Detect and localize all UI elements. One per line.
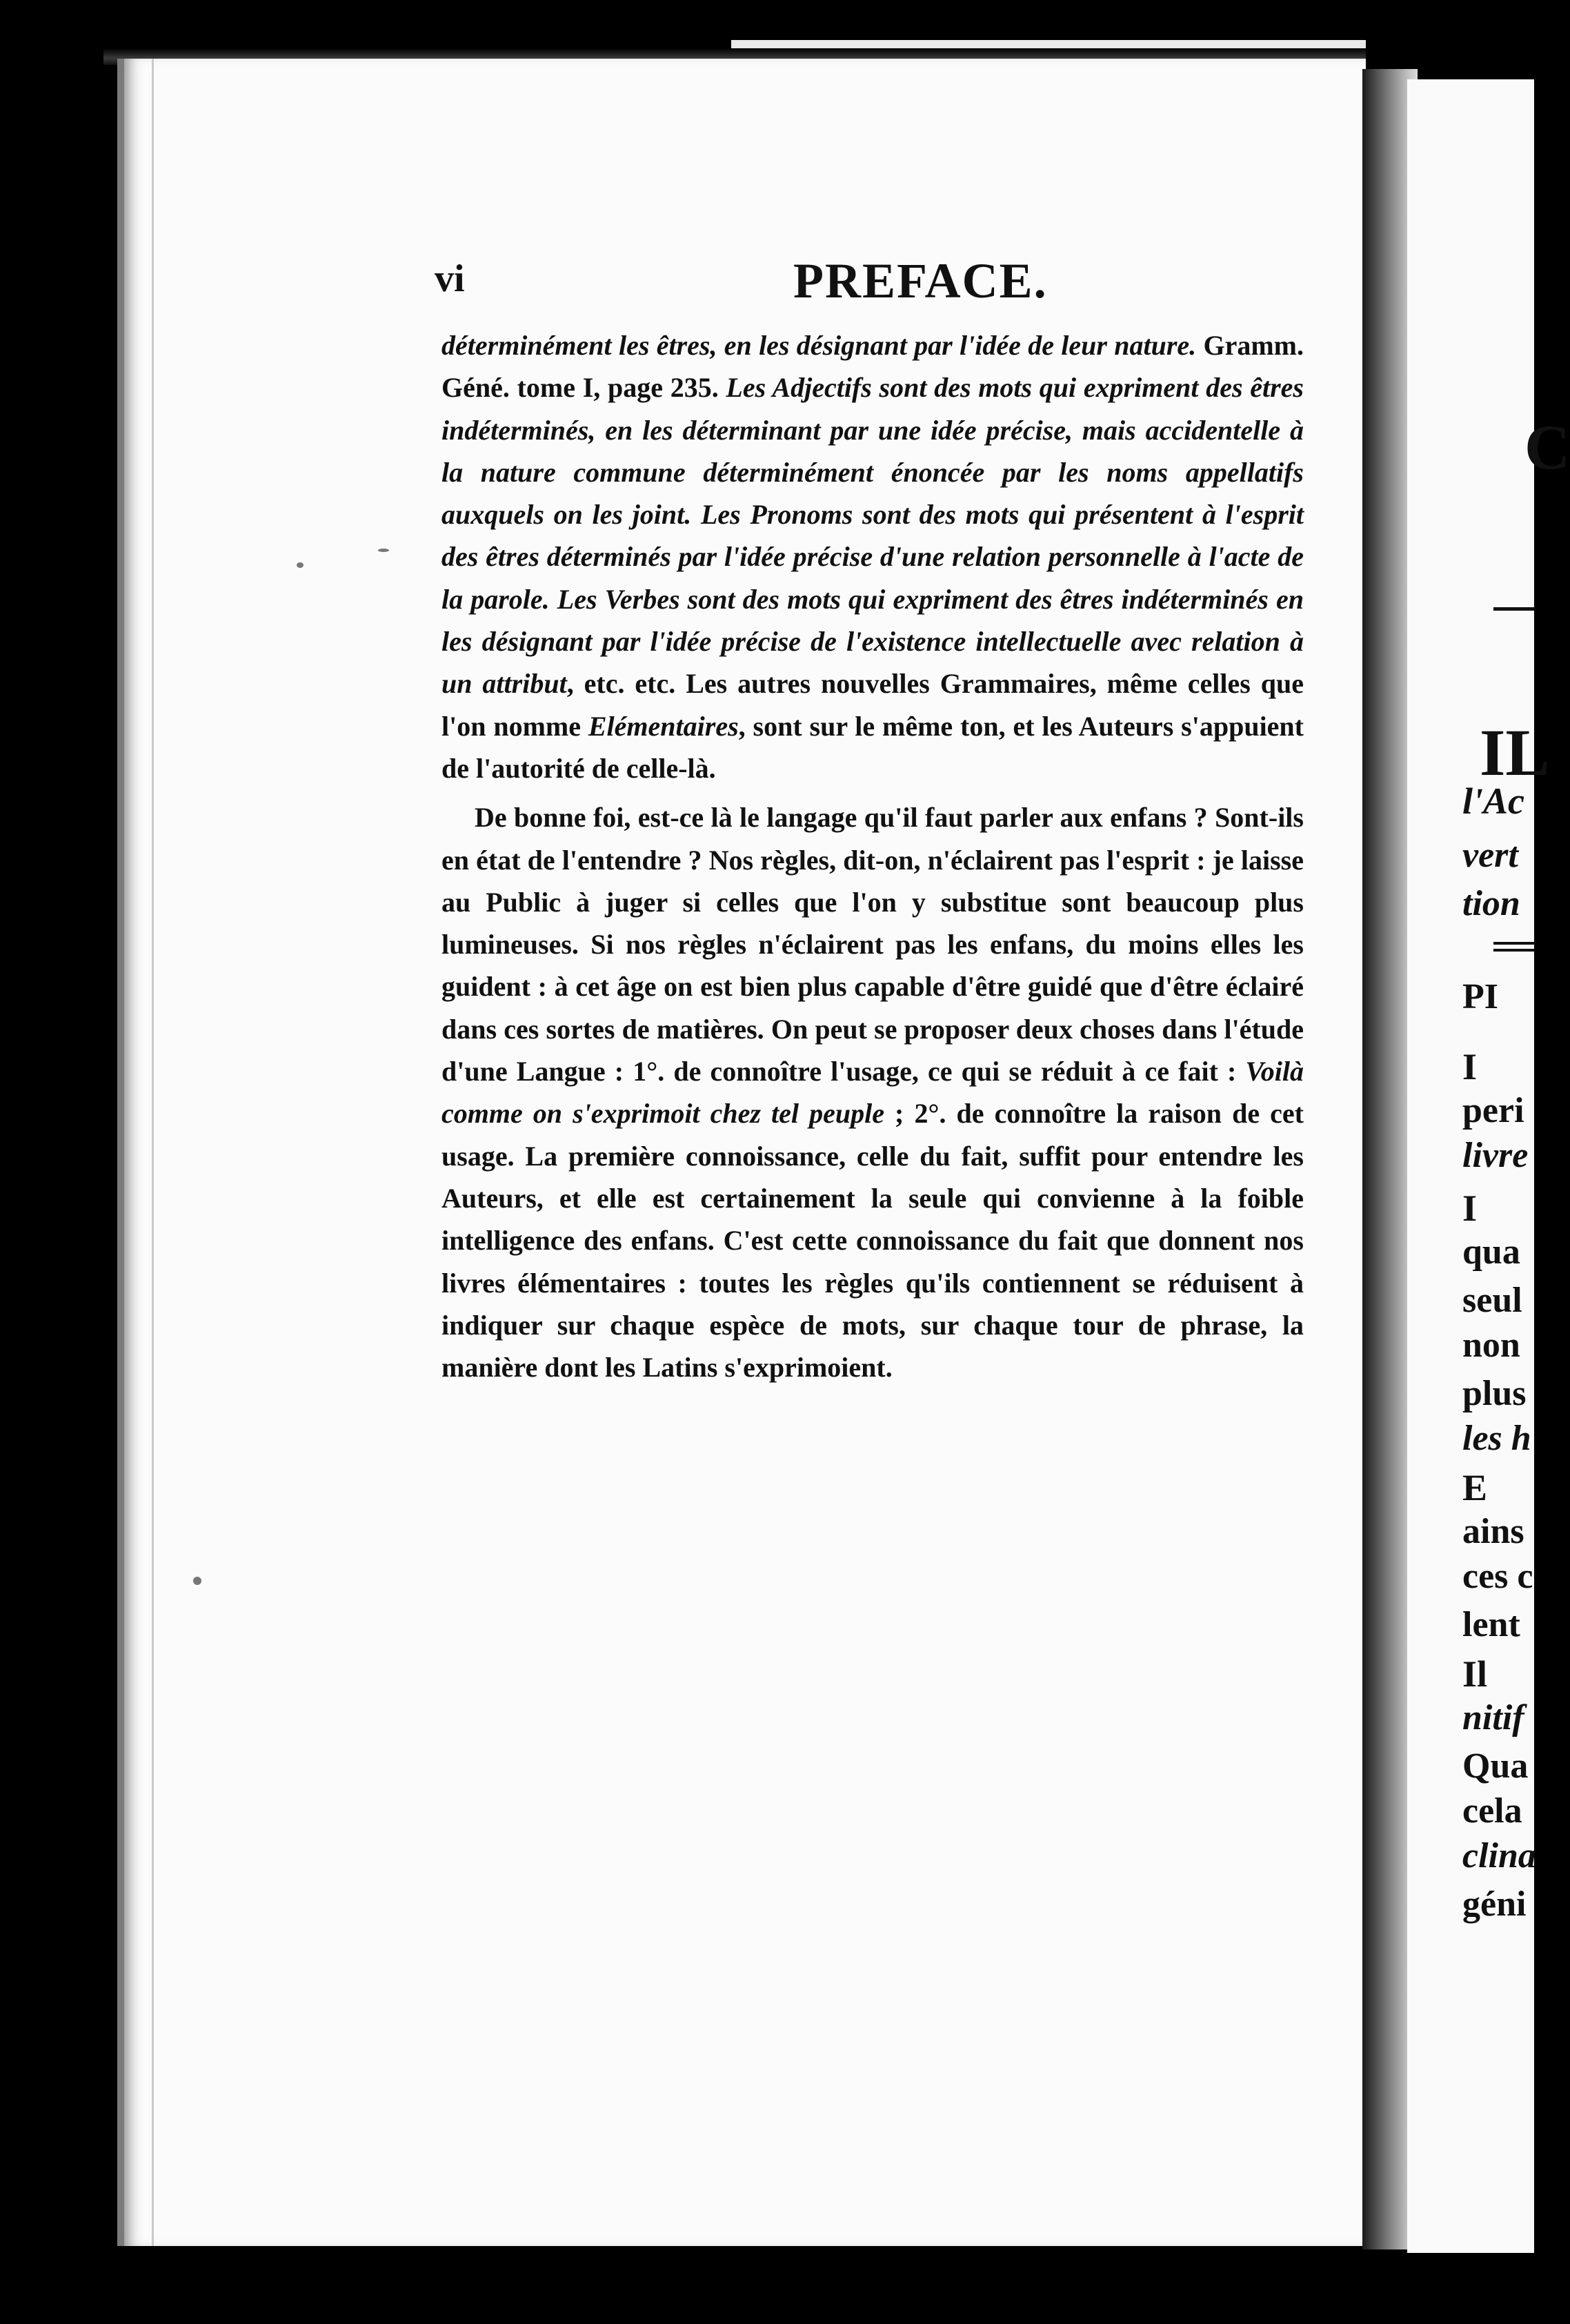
right-page-fragment: I [1462, 1188, 1478, 1229]
right-page-fragment: cela [1462, 1791, 1522, 1831]
dust-speck [378, 549, 389, 552]
text-run: , sont sur le même ton, et les Auteurs s'appuient de l'autorité de celle-là. [441, 710, 1304, 784]
italic-text-run: Voilà comme on s'exprimoit chez tel peuple [441, 1056, 1304, 1130]
right-page-fragment: plus [1462, 1374, 1527, 1413]
right-page-fragment: E [1462, 1467, 1488, 1508]
page-edge-line [152, 59, 154, 2246]
right-page-fragment: les h [1462, 1419, 1531, 1458]
running-head [435, 253, 1338, 319]
right-page-fragment: livre [1462, 1136, 1529, 1175]
running-title: PREFACE. [793, 253, 1048, 308]
paragraph-1 [441, 324, 1304, 789]
right-page-fragment: ains [1462, 1512, 1524, 1551]
right-page [1407, 79, 1570, 2253]
right-page-fragment: l'Ac [1462, 780, 1524, 822]
right-page-fragment: lent [1462, 1605, 1520, 1644]
right-page-fragment: qua [1462, 1232, 1520, 1272]
right-page-fragment: géni [1462, 1884, 1527, 1924]
right-page-fragment: Qua [1462, 1746, 1529, 1786]
dust-speck [193, 1577, 201, 1585]
right-page-fragment: non [1462, 1326, 1520, 1365]
right-page-fragment: peri [1462, 1091, 1524, 1130]
right-page-fragment: nitif [1462, 1698, 1524, 1737]
right-page-fragment: seul [1462, 1281, 1522, 1320]
horizontal-rule [1493, 949, 1535, 952]
text-run: Gramm. Géné. tome I, page 235. [441, 330, 1304, 404]
right-page-fragment: Il [1462, 1653, 1488, 1695]
italic-text-run: déterminément les êtres, en les désignant par l'idée de leur nature. [441, 330, 1204, 361]
paragraph-2 [441, 796, 1304, 1388]
italic-text-run: Elémentaires [588, 710, 739, 742]
dust-speck [297, 562, 304, 568]
right-page-fragment: I [1462, 1046, 1478, 1087]
right-page-fragment: C [1524, 412, 1570, 482]
right-page-fragment: clina [1462, 1836, 1536, 1875]
text-run: , etc. etc. Les autres nouvelles Grammaires, même celles que l'on nomme [441, 668, 1304, 742]
right-page-fragment: PI [1462, 977, 1498, 1016]
horizontal-rule [1493, 607, 1535, 611]
text-run: ; 2°. de connoître la raison de cet usage. La première connoissance, celle du fait, suffit pour entendre les Auteurs, et elle est certainement la seule qui convienne à la foible intelligence des enfans. C'est cette connoissance du fait que donnent nos livres élémentaires : toutes les règles qu'ils contiennent se réduisent à indiquer sur chaque espèce de mots, sur chaque tour de phrase, la manière dont les Latins s'exprimoient. [441, 1098, 1304, 1383]
right-page-fragment: IL [1480, 716, 1550, 789]
right-page-fragment: ces c [1462, 1557, 1533, 1596]
text-run: De bonne foi, est-ce là le langage qu'il faut parler aux enfans ? Sont-ils en état de l'entendre ? Nos règles, dit-on, n'éclairent pas l'esprit : je laisse au Public à juger si celles que l'on y substitue sont beaucoup plus lumineuses. Si nos règles n'éclairent pas les enfans, du moins elles les guident : à cet âge on est bien plus capable d'être guidé que d'être éclairé dans ces sortes de matières. On peut se proposer deux choses dans l'étude d'une Langue : 1°. de connoître l'usage, ce qui se réduit à ce fait : [441, 802, 1304, 1087]
horizontal-rule [1493, 942, 1535, 945]
page-number: vi [435, 257, 465, 300]
right-page-fragment: tion [1462, 884, 1520, 923]
right-page-fragment: vert [1462, 836, 1518, 875]
body-text [441, 324, 1304, 1388]
italic-text-run: Les Adjectifs sont des mots qui expriment des êtres indéterminés, en les déterminant par une idée précise, mais accidentelle à la nature commune déterminément énoncée par les noms appellatifs auxquels on les joint. Les Pronoms sont des mots qui présentent à l'esprit des êtres déterminés par l'idée précise d'une relation personnelle à l'acte de la parole. Les Verbes sont des mots qui expriment des êtres indéterminés en les désignant par l'idée précise de l'existence intellectuelle avec relation à un attribut [441, 372, 1304, 700]
